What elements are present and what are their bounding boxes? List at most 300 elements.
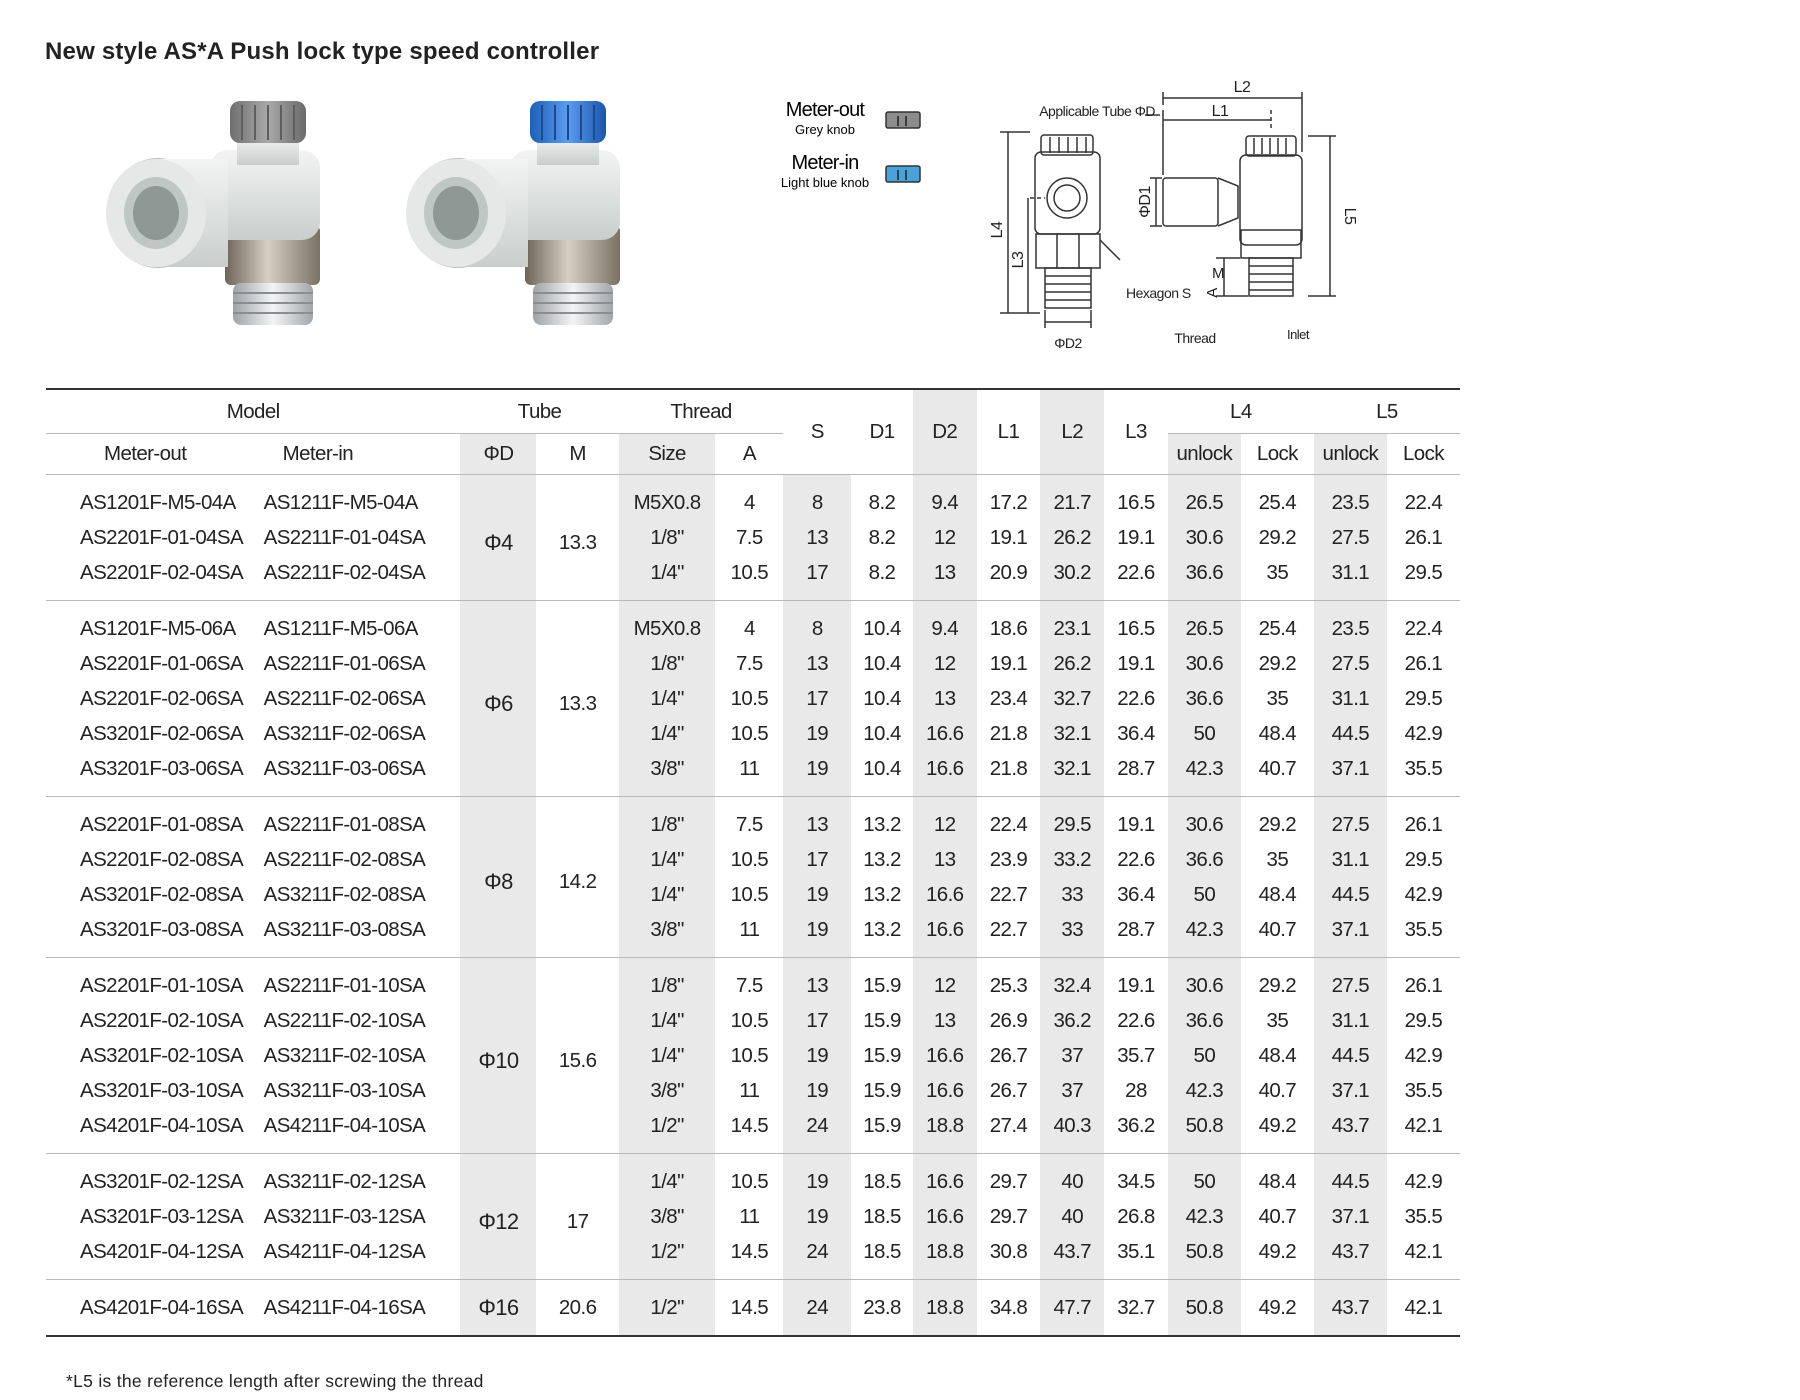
a-value: 14.5 [730,1239,769,1263]
l2-value: 33 [1040,912,1104,958]
l4-lock-value: 35 [1266,686,1289,710]
l2-label: L2 [1233,80,1251,96]
table-row [46,555,1460,601]
l3-value: 28.7 [1117,917,1155,941]
d2-header: D2 [913,389,977,475]
meter-in-model: AS1211F-M5-04A [263,490,418,514]
l5-unlock-value: 44.5 [1314,877,1387,912]
table-header [46,389,1460,475]
footnote: *L5 is the reference length after screwing the thread [66,1371,484,1391]
s-value: 19 [783,751,851,797]
meter-in-model: AS3211F-02-08SA [263,882,426,906]
l1-value: 27.4 [989,1113,1028,1137]
d2-value: 12 [913,958,977,1004]
m-value: 20.6 [558,1295,597,1319]
m-value: 13.3 [558,691,597,715]
d2-value: 18.8 [913,1280,977,1337]
l5-lock-value: 35.5 [1404,1078,1443,1102]
table-row [46,1154,1460,1200]
size-header: Size [619,434,716,475]
m-header: M [569,442,586,465]
d1-value: 15.9 [863,1113,901,1137]
grey-knob-label: Grey knob [795,122,855,137]
l1-value: 22.7 [989,917,1028,941]
product-images [100,95,640,340]
light-blue-knob-label: Light blue knob [780,175,870,190]
l1-value: 21.8 [989,721,1028,745]
meter-in-model: AS2211F-01-08SA [263,812,426,836]
a-value: 10.5 [730,847,769,871]
l4-lock-value: 40.7 [1258,1078,1297,1102]
table-row [46,1234,1460,1280]
table-group [46,1280,1460,1337]
s-value: 8 [783,601,851,647]
a-value: 10.5 [730,1169,769,1193]
s-value: 8 [783,475,851,521]
l3-value: 34.5 [1117,1169,1155,1193]
l5-unlock-value: 23.5 [1314,601,1387,647]
d1-value: 8.2 [868,490,896,514]
l5-unlock-value: 23.5 [1314,475,1387,521]
meter-out-model: AS2201F-02-10SA [80,1008,244,1032]
meter-out-model: AS3201F-02-06SA [80,721,244,745]
l4-lock-value: 48.4 [1258,721,1297,745]
l3-value: 22.6 [1117,686,1155,710]
meter-out-label: Meter-out [785,99,865,121]
l5-unlock-value: 31.1 [1314,842,1387,877]
meter-in-model: AS2211F-01-06SA [263,651,426,675]
l4-unlock-value: 26.5 [1168,601,1241,647]
thread-size: 3/8" [619,912,716,958]
d2-value: 9.4 [913,475,977,521]
l1-value: 23.4 [989,686,1028,710]
a-header: A [742,442,756,465]
l5-lock-value: 42.1 [1404,1239,1443,1263]
a-value: 14.5 [730,1113,769,1137]
table-group [46,797,1460,958]
light-blue-knob-icon [886,166,920,182]
meter-out-model: AS4201F-04-10SA [80,1113,244,1137]
l3-value: 26.8 [1117,1204,1155,1228]
l2-value: 23.1 [1040,601,1104,647]
l1-value: 22.4 [989,812,1028,836]
l5-lock-value: 42.9 [1404,721,1443,745]
l2-value: 40.3 [1040,1108,1104,1154]
meter-in-model: AS2211F-01-04SA [263,525,426,549]
l4-label: L4 [989,221,1006,239]
l5-unlock-value: 31.1 [1314,555,1387,601]
l2-value: 33.2 [1040,842,1104,877]
model-header: Model [46,389,460,434]
d1-value: 10.4 [863,616,901,640]
meter-out-model: AS3201F-03-10SA [80,1078,244,1102]
l5-lock-value: 42.1 [1404,1295,1443,1319]
l4-unlock-value: 36.6 [1168,681,1241,716]
l4-lock-value: 48.4 [1258,1043,1297,1067]
meter-in-model: AS3211F-02-06SA [263,721,426,745]
s-value: 17 [783,1003,851,1038]
s-value: 19 [783,1073,851,1108]
meter-out-model: AS3201F-03-06SA [80,756,244,780]
meter-in-header: Meter-in [282,442,354,465]
l5-lock-value: 29.5 [1404,686,1443,710]
meter-out-model: AS1201F-M5-04A [80,490,236,514]
thread-size: 1/8" [619,646,716,681]
thread-size: 1/4" [619,1003,716,1038]
l3-value: 28.7 [1117,756,1155,780]
meter-in-model: AS2211F-02-04SA [263,560,426,584]
d1-value: 10.4 [863,756,901,780]
d2-value: 16.6 [913,877,977,912]
l5-lock-value: 42.9 [1404,1043,1443,1067]
table-row [46,1108,1460,1154]
l3-label: L3 [1010,251,1027,269]
l1-value: 34.8 [989,1295,1028,1319]
table-row [46,1038,1460,1073]
l4-unlock-value: 50 [1168,1038,1241,1073]
d1-value: 15.9 [863,1043,901,1067]
s-value: 19 [783,1199,851,1234]
tube-diameter: Φ10 [460,958,536,1154]
l4-lock-value: 29.2 [1258,525,1297,549]
l1-value: 29.7 [989,1169,1028,1193]
d2-value: 16.6 [913,716,977,751]
d2-value: 13 [913,555,977,601]
d2-value: 18.8 [913,1234,977,1280]
s-header: S [810,420,824,443]
l2-header: L2 [1040,389,1104,475]
l2-value: 40 [1040,1199,1104,1234]
meter-out-model: AS4201F-04-16SA [80,1295,244,1319]
l4-unlock-value: 50.8 [1168,1234,1241,1280]
meter-in-model: AS1211F-M5-06A [263,616,418,640]
meter-out-model: AS3201F-02-10SA [80,1043,244,1067]
meter-in-model: AS2211F-02-10SA [263,1008,426,1032]
l5-unlock-value: 27.5 [1314,958,1387,1004]
table-row [46,520,1460,555]
l4-lock-value: 48.4 [1258,882,1297,906]
l5-header: L5 [1314,389,1460,434]
l3-value: 22.6 [1117,847,1155,871]
table-row [46,601,1460,647]
l2-value: 33 [1040,877,1104,912]
l5-unlock-value: 37.1 [1314,751,1387,797]
l2-value: 32.1 [1040,751,1104,797]
l2-value: 32.1 [1040,716,1104,751]
meter-in-model: AS3211F-02-12SA [263,1169,426,1193]
meter-in-model: AS2211F-02-08SA [263,847,426,871]
thread-size: 1/8" [619,797,716,843]
thread-size: 1/4" [619,842,716,877]
l4-lock-value: 48.4 [1258,1169,1297,1193]
meter-out-model: AS2201F-02-04SA [80,560,244,584]
d2-value: 16.6 [913,1038,977,1073]
table-row [46,475,1460,521]
l4-unlock-value: 42.3 [1168,751,1241,797]
l5-lock-value: 26.1 [1404,525,1443,549]
thread-size: 1/4" [619,681,716,716]
l2-value: 32.7 [1040,681,1104,716]
l3-value: 36.4 [1117,882,1155,906]
meter-in-model: AS3211F-03-08SA [263,917,426,941]
s-value: 19 [783,716,851,751]
l1-value: 19.1 [989,651,1028,675]
table-group [46,601,1460,797]
meter-out-model: AS3201F-02-08SA [80,882,244,906]
l4-unlock-header: unlock [1168,434,1241,475]
s-value: 17 [783,681,851,716]
l3-value: 35.1 [1117,1239,1155,1263]
meter-in-model: AS3211F-03-06SA [263,756,426,780]
l4-lock-value: 40.7 [1258,1204,1297,1228]
l3-value: 36.2 [1117,1113,1155,1137]
d1-value: 10.4 [863,686,901,710]
meter-in-model: AS3211F-03-12SA [263,1204,426,1228]
l4-unlock-value: 42.3 [1168,912,1241,958]
table-row [46,1199,1460,1234]
l4-unlock-value: 30.6 [1168,797,1241,843]
s-value: 24 [783,1234,851,1280]
s-value: 17 [783,555,851,601]
s-value: 13 [783,646,851,681]
l4-lock-value: 29.2 [1258,812,1297,836]
l4-unlock-value: 30.6 [1168,520,1241,555]
l2-value: 21.7 [1040,475,1104,521]
meter-out-header: Meter-out [104,442,187,465]
l4-unlock-value: 30.6 [1168,958,1241,1004]
l4-unlock-value: 50 [1168,716,1241,751]
l5-lock-value: 29.5 [1404,560,1443,584]
m-label: M [1212,265,1224,282]
l4-unlock-value: 26.5 [1168,475,1241,521]
l3-value: 16.5 [1117,616,1155,640]
table-row [46,797,1460,843]
table-group [46,475,1460,601]
tube-header: Tube [460,389,618,434]
l5-lock-value: 22.4 [1404,490,1443,514]
d2-value: 16.6 [913,1199,977,1234]
l3-value: 19.1 [1117,525,1155,549]
l5-lock-value: 42.9 [1404,882,1443,906]
l2-value: 37 [1040,1073,1104,1108]
d2-value: 16.6 [913,751,977,797]
l3-value: 16.5 [1117,490,1155,514]
table-row [46,842,1460,877]
l4-unlock-value: 36.6 [1168,1003,1241,1038]
thread-size: 3/8" [619,751,716,797]
a-value: 7.5 [736,812,763,836]
d1-value: 18.5 [863,1169,901,1193]
l4-lock-value: 25.4 [1258,490,1297,514]
applicable-tube-label: Applicable Tube ΦD [1039,103,1155,119]
thread-size: 1/4" [619,1038,716,1073]
l5-unlock-value: 37.1 [1314,1073,1387,1108]
m-value: 17 [566,1209,589,1233]
l1-value: 25.3 [989,973,1028,997]
d1-value: 18.5 [863,1239,901,1263]
thread-size: 1/8" [619,520,716,555]
a-value: 7.5 [736,973,763,997]
thread-label: Thread [1174,330,1216,346]
a-value: 10.5 [730,560,769,584]
a-value: 11 [739,917,760,941]
l1-value: 29.7 [989,1204,1028,1228]
d1-value: 18.5 [863,1204,901,1228]
hexagon-s-label: Hexagon S [1126,285,1191,301]
m-value: 14.2 [558,870,597,893]
tube-diameter: Φ8 [460,797,536,958]
l3-value: 28 [1125,1078,1147,1102]
d1-header: D1 [869,420,895,443]
meter-out-model: AS2201F-02-08SA [80,847,244,871]
l5-unlock-value: 27.5 [1314,797,1387,843]
l1-label: L1 [1211,103,1229,120]
l3-value: 35.7 [1117,1043,1155,1067]
l4-unlock-value: 50 [1168,877,1241,912]
table-row [46,716,1460,751]
meter-out-model: AS2201F-01-04SA [80,525,244,549]
l5-unlock-value: 27.5 [1314,646,1387,681]
l2-value: 47.7 [1040,1280,1104,1337]
d1-value: 13.2 [863,917,901,941]
table-row [46,1003,1460,1038]
meter-in-model: AS4211F-04-16SA [263,1295,426,1319]
l4-lock-value: 29.2 [1258,651,1297,675]
meter-in-label: Meter-in [791,152,859,174]
l1-value: 21.8 [989,756,1028,780]
l4-lock-value: 40.7 [1258,756,1297,780]
d1-value: 15.9 [863,973,901,997]
l3-value: 32.7 [1117,1295,1155,1319]
thread-size: M5X0.8 [619,475,716,521]
l5-lock-value: 35.5 [1404,1204,1443,1228]
tube-diameter: Φ4 [460,475,536,601]
l3-value: 36.4 [1117,721,1155,745]
meter-in-model: AS2211F-02-06SA [263,686,426,710]
phi-d-header: ΦD [460,434,536,475]
l2-value: 36.2 [1040,1003,1104,1038]
thread-size: 3/8" [619,1073,716,1108]
l4-lock-value: 35 [1266,1008,1289,1032]
table-row [46,646,1460,681]
s-value: 17 [783,842,851,877]
d1-value: 10.4 [863,721,901,745]
meter-in-model: AS3211F-03-10SA [263,1078,426,1102]
a-value: 7.5 [736,525,763,549]
l4-unlock-value: 36.6 [1168,555,1241,601]
d2-value: 18.8 [913,1108,977,1154]
m-value: 13.3 [558,530,597,554]
l5-lock-value: 29.5 [1404,1008,1443,1032]
thread-size: 1/4" [619,1154,716,1200]
d2-value: 12 [913,797,977,843]
a-value: 7.5 [736,651,763,675]
thread-size: 1/4" [619,877,716,912]
d2-value: 9.4 [913,601,977,647]
d1-value: 23.8 [863,1295,901,1319]
d1-value: 8.2 [868,560,896,584]
l4-unlock-value: 50.8 [1168,1108,1241,1154]
s-value: 13 [783,520,851,555]
l5-unlock-value: 44.5 [1314,1154,1387,1200]
d2-value: 13 [913,681,977,716]
tube-diameter: Φ12 [460,1154,536,1280]
s-value: 13 [783,797,851,843]
thread-header: Thread [619,389,784,434]
meter-out-model: AS3201F-02-12SA [80,1169,244,1193]
table-group [46,1154,1460,1280]
tube-diameter: Φ6 [460,601,536,797]
l2-value: 26.2 [1040,646,1104,681]
d2-value: 16.6 [913,1154,977,1200]
d1-value: 13.2 [863,847,901,871]
s-value: 19 [783,912,851,958]
table-row [46,751,1460,797]
l5-label: L5 [1341,207,1358,225]
a-value: 10.5 [730,1008,769,1032]
meter-out-product-image [106,101,320,325]
l4-unlock-value: 42.3 [1168,1199,1241,1234]
l2-value: 32.4 [1040,958,1104,1004]
l5-unlock-value: 43.7 [1314,1280,1387,1337]
table-group [46,958,1460,1154]
s-value: 19 [783,1154,851,1200]
table-row [46,1280,1460,1337]
s-value: 19 [783,877,851,912]
meter-out-model: AS1201F-M5-06A [80,616,236,640]
l3-header: L3 [1125,420,1147,443]
a-value: 14.5 [730,1295,769,1319]
l5-unlock-value: 31.1 [1314,681,1387,716]
l1-value: 18.6 [989,616,1028,640]
s-value: 24 [783,1108,851,1154]
spec-table [46,388,1460,1337]
l5-unlock-value: 43.7 [1314,1234,1387,1280]
l5-lock-header: Lock [1402,442,1444,465]
d1-value: 10.4 [863,651,901,675]
m-value: 15.6 [558,1048,597,1072]
l5-unlock-header: unlock [1314,434,1387,475]
l4-lock-value: 25.4 [1258,616,1297,640]
meter-out-model: AS2201F-01-08SA [80,812,244,836]
thread-size: 1/2" [619,1108,716,1154]
l3-value: 22.6 [1117,1008,1155,1032]
meter-in-model: AS3211F-02-10SA [263,1043,426,1067]
l4-header: L4 [1168,389,1314,434]
thread-size: 3/8" [619,1199,716,1234]
l5-unlock-value: 44.5 [1314,1038,1387,1073]
a-value: 11 [739,1204,760,1228]
d2-value: 16.6 [913,1073,977,1108]
l2-value: 37 [1040,1038,1104,1073]
l5-lock-value: 42.1 [1404,1113,1443,1137]
l5-lock-value: 35.5 [1404,917,1443,941]
l1-value: 23.9 [989,847,1028,871]
thread-size: 1/4" [619,716,716,751]
d2-value: 16.6 [913,912,977,958]
l1-value: 26.7 [989,1043,1028,1067]
table-row [46,877,1460,912]
d1-value: 15.9 [863,1008,901,1032]
l5-unlock-value: 43.7 [1314,1108,1387,1154]
meter-out-model: AS3201F-03-12SA [80,1204,244,1228]
l1-value: 19.1 [989,525,1028,549]
thread-size: M5X0.8 [619,601,716,647]
l2-value: 29.5 [1040,797,1104,843]
l5-lock-value: 22.4 [1404,616,1443,640]
meter-in-product-image [406,101,620,325]
thread-size: 1/8" [619,958,716,1004]
